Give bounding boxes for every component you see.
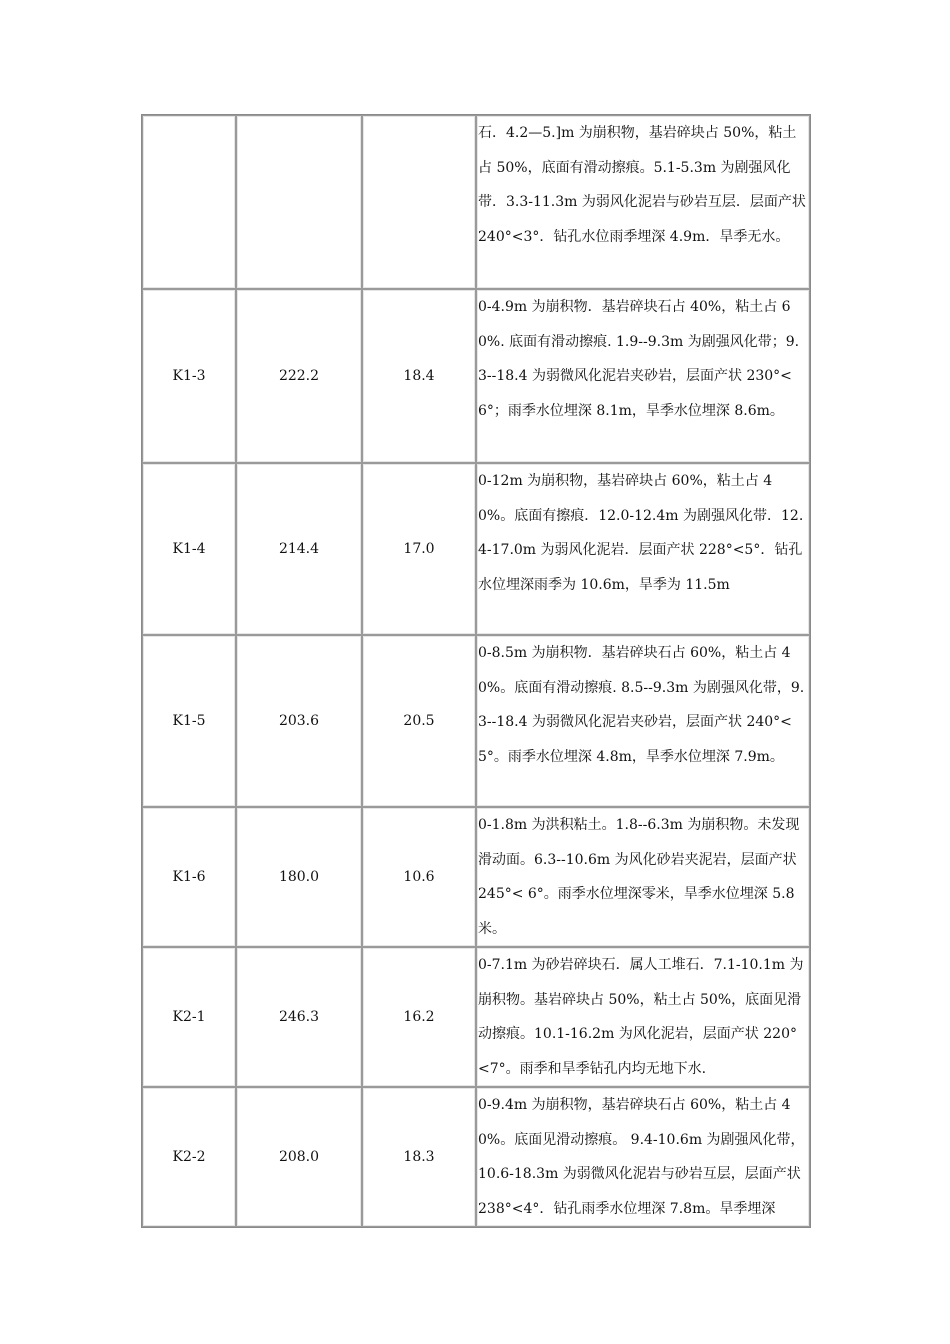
cell-depth: 20.5 [362,635,476,807]
cell-description: 0-1.8m 为洪积粘土。1.8--6.3m 为崩积物。未发现滑动面。6.3--10.6m 为风化砂岩夹泥岩，层面产状 245°< 6°。雨季水位埋深零米，旱季水位埋深 5.8 米。 [476,807,810,947]
cell-borehole-id: K2-1 [142,947,236,1087]
cell-depth: 10.6 [362,807,476,947]
cell-elevation: 222.2 [236,289,362,463]
cell-borehole-id: K1-3 [142,289,236,463]
cell-depth: 16.2 [362,947,476,1087]
cell-description: 0-9.4m 为崩积物，基岩碎块石占 60%，粘土占 40%。底面见滑动擦痕。 9.4-10.6m 为剧强风化带，10.6-18.3m 为弱微风化泥岩与砂岩互层，层面产状 238°<4°．钻孔雨季水位埋深 7.8m。旱季埋深 [476,1087,810,1227]
cell-depth [362,115,476,289]
cell-elevation: 208.0 [236,1087,362,1227]
cell-borehole-id: K1-6 [142,807,236,947]
table-row [142,115,810,289]
borehole-table [141,114,811,1228]
cell-elevation: 214.4 [236,463,362,635]
table-row [142,635,810,807]
cell-elevation: 180.0 [236,807,362,947]
cell-borehole-id [142,115,236,289]
cell-elevation: 246.3 [236,947,362,1087]
cell-borehole-id: K2-2 [142,1087,236,1227]
cell-depth: 18.3 [362,1087,476,1227]
table-row [142,807,810,947]
cell-borehole-id: K1-4 [142,463,236,635]
cell-description: 0-7.1m 为砂岩碎块石．属人工堆石．7.1-10.1m 为崩积物。基岩碎块占 50%，粘土占 50%，底面见滑动擦痕。10.1-16.2m 为风化泥岩，层面产状 220°<7°。雨季和旱季钻孔内均无地下水. [476,947,810,1087]
cell-description: 0-8.5m 为崩积物．基岩碎块石占 60%，粘土占 40%。底面有滑动擦痕. 8.5--9.3m 为剧强风化带，9.3--18.4 为弱微风化泥岩夹砂岩，层面产状 240°< 5°。雨季水位埋深 4.8m，旱季水位埋深 7.9m。 [476,635,810,807]
cell-elevation [236,115,362,289]
table-row [142,1087,810,1227]
table-row [142,947,810,1087]
cell-elevation: 203.6 [236,635,362,807]
table-row [142,463,810,635]
cell-description: 石．4.2—5.]m 为崩积物，基岩碎块占 50%，粘土占 50%，底面有滑动擦痕。5.1-5.3m 为剧强风化带．3.3-11.3m 为弱风化泥岩与砂岩互层．层面产状 240°<3°．钻孔水位雨季埋深 4.9m．旱季无水。 [476,115,810,289]
cell-description: 0-12m 为崩积物，基岩碎块占 60%，粘土占 40%。底面有擦痕．12.0-12.4m 为剧强风化带．12.4-17.0m 为弱风化泥岩．层面产状 228°<5°．钻孔水位埋深雨季为 10.6m，旱季为 11.5m [476,463,810,635]
cell-depth: 18.4 [362,289,476,463]
cell-description: 0-4.9m 为崩积物．基岩碎块石占 40%，粘土占 60%. 底面有滑动擦痕. 1.9--9.3m 为剧强风化带；9.3--18.4 为弱微风化泥岩夹砂岩，层面产状 230°<6°；雨季水位埋深 8.1m，旱季水位埋深 8.6m。 [476,289,810,463]
table-row [142,289,810,463]
cell-borehole-id: K1-5 [142,635,236,807]
cell-depth: 17.0 [362,463,476,635]
